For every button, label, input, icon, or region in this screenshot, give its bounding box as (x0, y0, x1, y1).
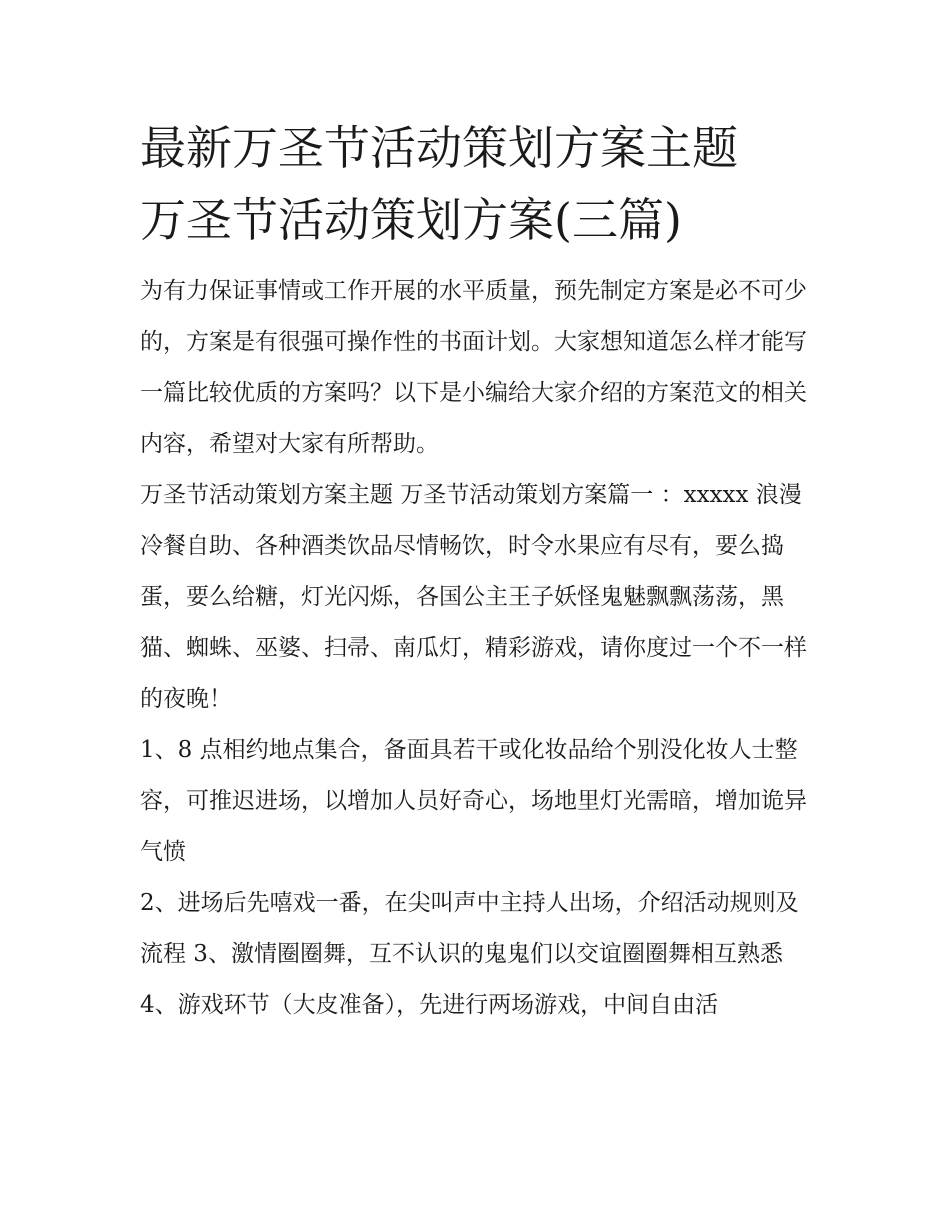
intro-paragraph: 为有力保证事情或工作开展的水平质量，预先制定方案是必不可少的，方案是有很强可操作性的书面计划。大家想知道怎么样才能写一篇比较优质的方案吗？以下是小编给大家介绍的方案范文的相关内容，希望对大家有所帮助。 (140, 278, 807, 457)
step-two-three-paragraph: 2、进场后先嘻戏一番，在尖叫声中主持人出场，介绍活动规则及流程 3、激情圈圈舞，互不认识的鬼鬼们以交谊圈圈舞相互熟悉 (140, 890, 799, 967)
section-one-paragraph: 万圣节活动策划方案主题 万圣节活动策划方案篇一 ：xxxxx 浪漫冷餐自助、各种酒类饮品尽情畅饮，时令水果应有尽有，要么捣蛋，要么给糖，灯光闪烁，各国公主王子妖怪鬼魅飘飘荡荡，黑猫、蜘蛛、巫婆、扫帚、南瓜灯，精彩游戏，请你度过一个不一样的夜晚！ (140, 482, 807, 712)
step-one-paragraph: 1、8 点相约地点集合，备面具若干或化妆品给个别没化妆人士整容，可推迟进场，以增加人员好奇心，场地里灯光需暗，增加诡异气愤 (140, 737, 807, 865)
title-line-1: 最新万圣节活动策划方案主题 (140, 121, 738, 175)
title-line-2: 万圣节活动策划方案(三篇) (140, 193, 682, 247)
step-four-paragraph: 4、游戏环节（大皮准备），先进行两场游戏，中间自由活 (140, 992, 719, 1018)
document-title (140, 112, 820, 256)
document-body (140, 112, 820, 1031)
